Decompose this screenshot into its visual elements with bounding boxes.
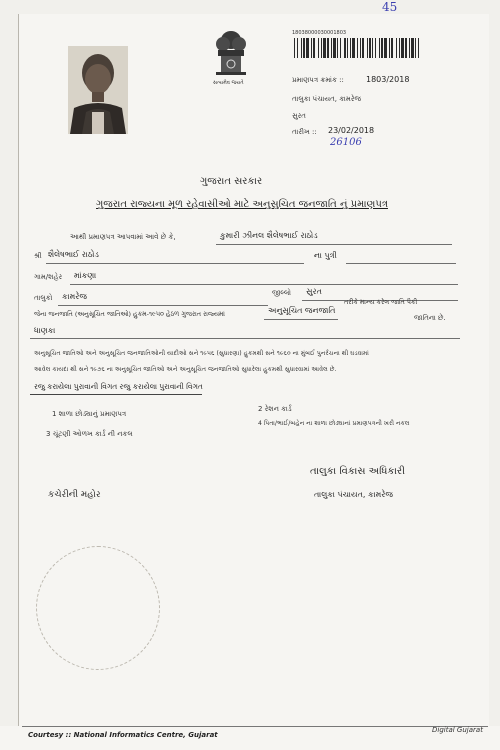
footer-bar [0,726,500,750]
community-text: જેના જનજાતિ (અનુસૂચિત જાતિઓ) હુકમ-૧૯૫૦ હેઠળ ગુજરાત રાજ્યમાં [34,310,226,318]
government-title: ગુજરાત સરકાર [200,176,263,187]
issue-date: 23/02/2018 [328,126,375,135]
taluka-name: કામરેજ [62,292,87,301]
document-item-2: 2 રેશન કાર્ડ [258,405,292,413]
courtesy-text: Courtesy :: National Informatics Centre, Gujarat [28,731,218,739]
tribe-underline [30,338,460,339]
barcode [292,36,424,60]
corner-mark: 45 [382,0,398,14]
document-item-4: 4 પિતા/ભાઈ/બહેન ના શાળા છોડ્યાનાં પ્રમાણપત્રની ખરી નકલ [258,420,410,427]
father-name: શૈલેષભાઈ રાઠોડ [48,250,99,259]
certificate-title: ગુજરાત રાજ્યના મૂળ રહેવાસીઓ માટે અનુસુચિત જનજાતિ નું પ્રમાણપત્ર [96,199,388,210]
office-line2: સુરત [292,112,306,120]
belongs-text: જાતિના છે. [414,314,446,322]
office-line1: તાલુકા પંચાયત, કામરેજ [292,95,362,103]
name-underline [216,244,452,245]
office-seal-label: કચેરીની મહોર [48,490,101,500]
document-item-3: 3 ચૂંટણી ઓળખ કાર્ડ ની નકલ [46,430,133,438]
brand-text: Digital Gujarat [432,726,483,734]
district-label: જીલ્લો [272,289,291,297]
handwritten-ref: 26106 [330,137,362,148]
category-name: અનુસૂચિત જનજાતિ [268,306,336,315]
officer-office: તાલુકા પંચાયત, કામરેજ [314,490,393,499]
footer-rule [22,726,488,727]
legal-paragraph-line1: અનુસૂચિત જાતિઓ અને અનુસૂચિત જનજાતિઓની યાદીઓ સને ૧૯૫૬ (સુધારણા) હુકમથી સને ૧૯૬૦ ના મુંબઈ પુનર્રચના થી ઘડવામાં [34,350,369,357]
emblem-caption: સત્યમેવ જયતે [213,80,244,86]
barcode-number: 18038000030001803 [292,30,347,36]
district-name: સુરત [306,287,322,296]
applicant-photo [68,46,128,134]
document-item-1: 1 શાળા છોડ્યાનું પ્રમાણપત્ર [52,410,127,418]
documents-heading-underline [30,394,202,395]
recognised-text: તરીકે માન્ય કરેલ જાતિ પૈકી [344,298,418,306]
officer-title: તાલુકા વિકાસ અધિકારી [310,466,405,477]
village-name: માંકણા [74,271,97,280]
relation-underline [346,263,456,264]
shri-label: શ્રી [34,252,42,260]
date-label: તારીખ :: [292,128,317,136]
village-label: ગામ/શહેર [34,273,63,281]
relation-text: ના પુત્રી [314,251,337,260]
intro-text: આથી પ્રમાણપત્ર આપવામાં આવે છે કે, [70,233,176,241]
national-emblem [208,28,254,86]
applicant-name: કુમારી ઝીનલ શૈલેષભાઈ રાઠોડ [220,231,318,240]
category-underline [264,319,338,320]
taluka-underline [58,305,268,306]
taluka-label: તાલુકો [34,294,53,302]
village-underline [70,284,458,285]
legal-paragraph-line2: આવેલ કાયદા થી સને ૧૯૭૬ ના અનુસૂચિત જાતિઓ અને અનુસૂચિત જનજાતિઓ સુધારેલા હુકમથી સુધારવામાં આવેલ છે. [34,366,337,373]
tribe-name: ધાણકા [34,326,56,335]
father-underline [46,263,304,264]
certificate-no-label: પ્રમાણપત્ર ક્રમાંક :: [292,76,344,84]
certificate-no: 1803/2018 [366,75,410,84]
documents-heading: રજુ કરાયેલા પુરાવાની વિગત રજુ કરાયેલા પુરાવાની વિગત [34,382,203,391]
faint-seal-mark [36,546,160,670]
